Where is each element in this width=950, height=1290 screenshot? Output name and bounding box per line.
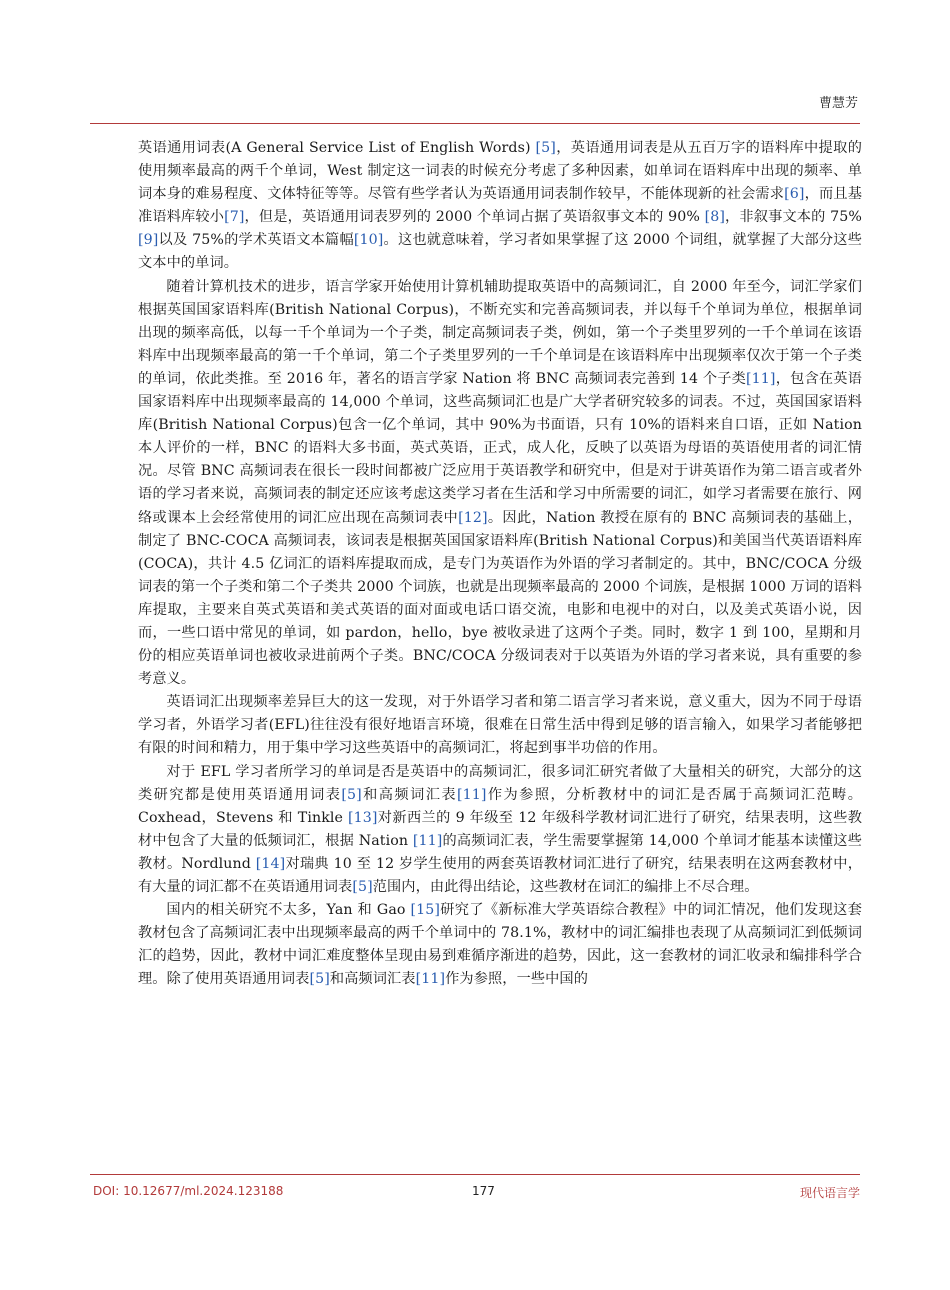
paragraph-text: ，英语通用词表是从五百万字的语料库中提取的使用频率最高的两千个单词，West 制定这一词表的时候充分考虑了多种因素，如单词在语料库中出现的频率、单词本身的难易程度、文体特征等等。尽管有些学者认为英语通用词表制作较早，不能体现新的社会需求 xyxy=(138,140,862,203)
citation-link[interactable]: [11] xyxy=(415,971,446,988)
paragraph-text: 对瑞典 10 至 12 岁学生使用的两套英语教材词汇进行了研究，结果表明在这两套教材中，有大量的词汇都不在英语通用词表 xyxy=(138,855,862,895)
paragraph-text: 对于 EFL 学习者所学习的单词是否是英语中的高频词汇，很多词汇研究者做了大量相关的研究，大部分的这类研究都是使用英语通用词表 xyxy=(138,763,862,803)
paragraph-text: ，包含在英语国家语料库中出现频率最高的 14,000 个单词，这些高频词汇也是广大学者研究较多的词表。不过，英国国家语料库(British National Corpus)包含一亿个单词，其中 90%为书面语，只有 10%的语料来自口语，正如 Nation 本人评价的一样，BNC 的语料大多书面，英式英语，正式，成人化，反映了以英语为母语的英语使用者的词汇情况。尽管 BNC 高频词表在很长一段时间都被广泛应用于英语教学和研究中，但是对于讲英语作为第二语言或者外语的学习者来说，高频词表的制定还应该考虑这类学习者在生活和学习中所需要的词汇，如学习者需要在旅行、网络或课本上会经常使用的词汇应出现在高频词表中 xyxy=(138,370,862,526)
paragraph-text: 范围内，由此得出结论，这些教材在词汇的编排上不尽合理。 xyxy=(372,879,759,895)
body-paragraph xyxy=(138,761,862,900)
paragraph-text: ，但是，英语通用词表罗列的 2000 个单词占据了英语叙事文本的 90% xyxy=(244,209,705,226)
paragraph-text: 和高频词汇表 xyxy=(361,786,457,803)
citation-link[interactable]: [6] xyxy=(784,186,805,203)
citation-link[interactable]: [15] xyxy=(410,902,440,919)
citation-link[interactable]: [10] xyxy=(353,232,384,249)
citation-link[interactable]: [7] xyxy=(224,209,245,226)
citation-link[interactable]: [8] xyxy=(704,209,725,226)
paragraph-text: 国内的相关研究不太多，Yan 和 Gao xyxy=(166,902,411,919)
citation-link[interactable]: [5] xyxy=(352,879,373,895)
citation-link[interactable]: [13] xyxy=(347,809,378,826)
paragraph-text: 。因此，Nation 教授在原有的 BNC 高频词表的基础上，制定了 BNC-COCA 高频词表，该词表是根据英国国家语料库(British National Corpus)和美国当代英语语料库(COCA)，共计 4.5 亿词汇的语料库提取而成，是专门为英语作为外语的学习者制定的。其中，BNC/COCA 分级词表的第一个子类和第二个子类共 2000 个词族，也就是出现频率最高的 2000 个词族，是根据 1000 万词的语料库提取，主要来自英式英语和美式英语的面对面或电话口语交流，电影和电视中的对白，以及美式英语小说，因而，一些口语中常见的单词，如 pardon，hello，bye 被收录进了这两个子类。同时，数字 1 到 100，星期和月份的相应英语单词也被收录进前两个子类。BNC/COCA 分级词表对于以英语为外语的学习者来说，具有重要的参考意义。 xyxy=(138,509,862,688)
paragraph-text: 以及 75%的学术英语文本篇幅 xyxy=(158,232,354,249)
citation-link[interactable]: [12] xyxy=(458,509,488,526)
paragraph-text: 英语词汇出现频率差异巨大的这一发现，对于外语学习者和第二语言学习者来说，意义重大，因为不同于母语学习者，外语学习者(EFL)往往没有很好地语言环境，很难在日常生活中得到足够的语言输入，如果学习者能够把有限的时间和精力，用于集中学习这些英语中的高频词汇，将起到事半功倍的作用。 xyxy=(138,694,862,757)
citation-link[interactable]: [11] xyxy=(746,370,776,387)
paragraph-text: 英语通用词表(A General Service List of English Words) xyxy=(138,140,536,156)
paragraph-text: 和高频词汇表 xyxy=(329,971,416,988)
paragraph-text: 作为参照，一些中国的 xyxy=(445,971,589,988)
paragraph-text: ，而且基准语料库较小 xyxy=(138,186,862,226)
page-number: 177 xyxy=(472,1184,495,1198)
article-body xyxy=(138,137,862,991)
footer-doi-link[interactable]: DOI: 10.12677/ml.2024.123188 xyxy=(93,1184,284,1198)
body-paragraph xyxy=(138,691,862,760)
journal-name: 现代语言学 xyxy=(799,1186,860,1200)
citation-link[interactable]: [5] xyxy=(341,786,362,803)
header-author: 曹慧芳 xyxy=(818,96,858,111)
paragraph-text: 的高频词汇表，学生需要掌握第 14,000 个单词才能基本读懂这些教材。Nordlund xyxy=(138,832,862,872)
citation-link[interactable]: [5] xyxy=(535,140,556,156)
citation-link[interactable]: [14] xyxy=(255,855,286,872)
header-divider xyxy=(90,123,860,124)
body-paragraph xyxy=(138,137,862,276)
paragraph-text: 作为参照，分析教材中的词汇是否属于高频词汇范畴。Coxhead，Stevens 和 Tinkle xyxy=(138,786,862,826)
paragraph-text: 对新西兰的 9 年级至 12 年级科学教材词汇进行了研究，结果表明，这些教材中包含了大量的低频词汇，根据 Nation xyxy=(138,809,862,849)
paragraph-text: 。这也就意味着，学习者如果掌握了这 2000 个词组，就掌握了大部分这些文本中的单词。 xyxy=(138,232,862,272)
citation-link[interactable]: [9] xyxy=(138,232,159,249)
citation-link[interactable]: [11] xyxy=(457,786,487,803)
paragraph-text: 研究了《新标准大学英语综合教程》中的词汇情况，他们发现这套教材包含了高频词汇表中出现频率最高的两千个单词中的 78.1%，教材中的词汇编排也表现了从高频词汇到低频词汇的趋势，因此，教材中词汇难度整体呈现由易到难循序渐进的趋势，因此，这一套教材的词汇收录和编排科学合理。除了使用英语通用词表 xyxy=(138,902,862,988)
body-paragraph xyxy=(138,899,862,991)
paragraph-text: 随着计算机技术的进步，语言学家开始使用计算机辅助提取英语中的高频词汇，自 2000 年至今，词汇学家们根据英国国家语料库(British National Corpus)，不断充实和完善高频词表，并以每千个单词为单位，根据单词出现的频率高低，以每一千个单词为一个子类，制定高频词表子类，例如，第一个子类里罗列的一千个单词在该语料库中出现频率最高的第一千个单词，第二个子类里罗列的一千个单词是在该语料库中出现频率仅次于第一个子类的单词，依此类推。至 2016 年，著名的语言学家 Nation 将 BNC 高频词表完善到 14 个子类 xyxy=(138,278,862,387)
citation-link[interactable]: [5] xyxy=(309,971,330,988)
citation-link[interactable]: [11] xyxy=(412,832,443,849)
footer-divider xyxy=(90,1174,860,1175)
body-paragraph xyxy=(138,276,862,692)
page-footer xyxy=(90,1184,860,1204)
paragraph-text: ，非叙事文本的 75% xyxy=(725,209,862,226)
